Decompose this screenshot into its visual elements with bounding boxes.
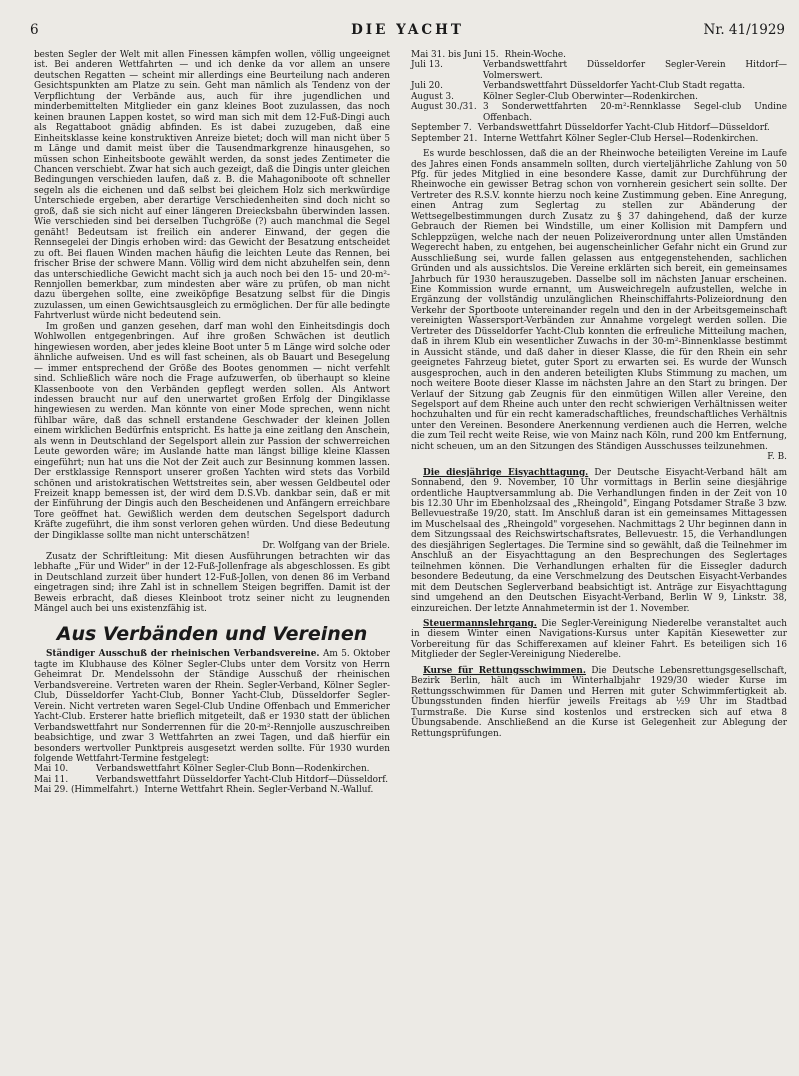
regatta-calendar: [34, 764, 390, 795]
editorial-note: Zusatz der Schriftleitung: Mit diesen Ausführungen betrachten wir das lebhafte „Für und Wider" in der 12-Fuß-Jollenfrage als abgeschlossen. Es gibt in Deutschland zurzeit über hundert 12-Fuß-Jollen, von denen 86 im Verband eingetragen sind; ihre Zahl ist in schnellem Steigen begriffen. Damit ist der Beweis erbracht, daß dieses Kleinboot trotz seiner nicht zu leugnenden Mängel auch bei uns existenzfähig ist.: [34, 551, 390, 615]
paragraph: Im großen und ganzen gesehen, darf man wohl den Einheitsdingis doch Wohlwollen entgegenbringen. Auf ihre großen Schwächen ist deutlich hingewiesen worden, aber jedes kleine Boot unter 5 m Länge wird solche oder ähnliche aufweisen. Und es will fast scheinen, als ob Bauart und Besegelung — immer entsprechend der Größe des Bootes genommen — nicht verfehlt sind. Schließlich wäre noch die Frage aufzuwerfen, ob überhaupt so kleine Klassenboote von den Verbänden gepflegt werden sollen. Als Antwort indessen braucht nur auf den unerwartet großen Erfolg der Dingiklasse hingewiesen zu werden. Man könnte von einer Mode sprechen, wenn nicht fühlbar wäre, daß das schnell erstandene Geschwader der kleinen Jollen einem wirklichen Bedürfnis entspricht. Es hatte ja eine zeitlang den Anschein, als wenn in Deutschland der Segelsport allein zur Passion der schwerreichen Leute geworden wäre; im Auslande hatte man längst billige kleine Klassen eingeführt; nun hat uns die Not der Zeit auch zur Besinnung kommen lassen. Der erstklassige Rennsport unserer großen Yachten wird stets das Vorbild schönen und aristokratischen Wettstreites sein, aber wessen Geldbeutel oder Freizeit knapp bemessen ist, der wird dem D.S.Vb. dankbar sein, daß er mit der Einführung der Dingis auch den Bescheidenen und Anfängern erreichbare Tore geöffnet hat. Gewißlich werden dem deutschen Segelsport dadurch Kräfte zugeführt, die ihm sonst verloren gehen würden. Und diese Bedeutung der Dingiklasse sollte man nicht unterschätzen!: [34, 321, 390, 541]
regatta-calendar-continued: [411, 50, 787, 144]
calendar-entry: [34, 785, 390, 795]
calendar-date: Mai 31. bis Juni 15.: [411, 50, 499, 60]
calendar-date: August 3.: [411, 91, 454, 102]
calendar-entry: [411, 134, 787, 144]
calendar-date: September 7.: [411, 123, 472, 134]
calendar-text: Verbandswettfahrt Düsseldorfer Yacht-Club Hitdorf—Düsseldorf.: [96, 774, 389, 785]
calendar-entry: [411, 50, 787, 60]
calendar-date: Mai 11.: [34, 774, 69, 785]
page-number: 6: [30, 22, 39, 38]
paragraph-text: Am 5. Oktober tagte im Klubhause des Kölner Segler-Clubs unter dem Vorsitz von Herrn Geheimrat Dr. Mendelssohn der Ständige Ausschuß der rheinischen Verbandsvereine. Vertreten waren der Rhein. Segler-Verband, Kölner Segler-Club, Düsseldorfer Yacht-Club, Bonner Yacht-Club, Düsseldorfer Segler-Verein. Nicht vertreten waren Segel-Club Undine Offenbach und Emmericher Yacht-Club. Ersterer hatte brieflich mitgeteilt, daß er 1930 statt der üblichen Verbandswettfahrt nur Sonderrennen für die 20-m²-Rennjolle auszuschreiben beabsichtige, und zwar 3 Wettfahrten an zwei Tagen, und daß hierfür ein besonders wertvoller Punktpreis ausgesetzt werden sollte. Für 1930 wurden folgende Wettfahrt-Termine festgelegt:: [34, 649, 390, 764]
paragraph: [411, 619, 787, 661]
calendar-entry: [411, 81, 787, 91]
subheading: Kurse für Rettungsschwimmen.: [423, 665, 586, 676]
calendar-text: Verbandswettfahrt Düsseldorfer Segler-Verein Hitdorf—Volmerswert.: [483, 60, 787, 81]
paragraph: [34, 649, 390, 764]
author-initials: F. B.: [767, 452, 787, 463]
paragraph-text: Die Segler-Vereinigung Niederelbe veranstaltet auch in diesem Winter einen Navigations-Kursus unter Kapitän Kiesewetter zur Vorbereitung für das Schifferexamen auf kleiner Fahrt. Es beteiligen sich 16 Mitglieder der Segler-Vereinigung Niederelbe.: [411, 619, 787, 661]
paragraph: [411, 468, 787, 614]
subheading: Ständiger Ausschuß der rheinischen Verbandsvereine.: [46, 649, 320, 660]
paragraph: Es wurde beschlossen, daß die an der Rheinwoche beteiligten Vereine im Laufe des Jahres einen Fonds ansammeln sollten, durch vierteljährliche Zahlung von 50 Pfg. für jedes Mitglied in eine besondere Kasse, damit zur Durchführung der Rheinwoche ein gewisser Betrag schon von vornherein gesichert sein sollte. Der Vertreter des R.S.V. konnte hierzu noch keine Zustimmung geben. Eine Anregung, einen Antrag zum Seglertag zu stellen zur Abänderung der Wettsegelbestimmungen durch Zusatz zu § 37 dahingehend, daß der kurze Gebrauch der Riemen bei Windstille, um einer Kollision mit Dampfern und Schleppzügen, welche nach der neuen Polizeiverordnung unter allen Umständen Wegerecht haben, zu entgehen, bei augenscheinlicher Gefahr nicht ein Grund zur Ausschließung sei, wurde fallen gelassen aus entgegenstehenden, sachlichen Gründen und als aussichtslos. Die Vereine erklärten sich bereit, ein gemeinsames Jahrbuch für 1930 herauszugeben. Dasselbe soll im nächsten Januar erscheinen. Eine Kommission wurde ernannt, um Ausweichregeln aufzustellen, welche in Ergänzung der vollständig unzulänglichen Rheinschiffahrts-Polizeiordnung den Verkehr der Sportboote untereinander regeln und den in der Arbeitsgemeinschaft vereinigten Wassersport-Verbänden zur Annahme vorgelegt werden sollen. Die Vertreter des Düsseldorfer Yacht-Club konnten die erfreuliche Mitteilung machen, daß in ihrem Klub ein wesentlicher Zuwachs in der 30-m²-Binnenklasse bestimmt in Aussicht stände, und daß daher in dieser Klasse, die für den Rhein ein sehr geeignetes Fahrzeug bietet, guter Sport zu erwarten sei. Es wurde der Wunsch ausgesprochen, auch in den anderen beteiligten Klubs Stimmung zu machen, um noch weitere Boote dieser Klasse im nächsten Jahre an den Start zu bringen. Der Verlauf der Sitzung gab Zeugnis für den einmütigen Willen aller Vereine, den Segelsport auf dem Rheine auch unter den recht schwierigen Verhältnissen weiter hochzuhalten und für ein recht kameradschaftliches, freundschaftliches Verhältnis unter den Vereinen. Besondere Anerkennung verdienen auch die Herren, welche die zum Teil recht weite Reise, wie von Mainz nach Köln, rund 200 km Entfernung, nicht scheuen, um an den Sitzungen des Ständigen Ausschusses teilzunehmen.: [411, 149, 787, 452]
calendar-entry: [411, 92, 787, 102]
paragraph: besten Segler der Welt mit allen Finessen kämpfen wollen, völlig ungeeignet ist. Bei anderen Wettfahrten — und ich denke da vor allem an unsere deutschen Regatten — scheint mir allerdings eine Beurteilung nach anderen Gesichtspunkten am Platze zu sein. Geht man nämlich als Tendenz von der Verpflichtung der Verbände aus, auch für ihre jugendlichen und minderbemittelten Mitglieder ein ganz kleines Boot zuzulassen, das noch keinen braunen Lappen kostet, so wird man sich mit dem 12-Fuß-Dingi auch als Regattaboot gnädig abfinden. Es ist dabei zuzugeben, daß eine Einheitsklasse keine konstruktiven Anreize bietet; doch will man nicht über 5 m Länge und damit meist über die Tausendmarkgrenze hinausgehen, so müssen schon Einheitsboote gewählt werden, da sonst jedes Zentimeter die Chancen verschiebt. Zwar hat sich auch gezeigt, daß die Dingis unter gleichen Bedingungen verschieden laufen, daß z. B. die Mahagoniboote oft schneller segeln als die eichenen und daß selbst bei gleichem Holz sich merkwürdige Unterschiede ergeben, aber derartige Verschiedenheiten sind doch nicht so groß, daß sie sich nicht auf einer längeren Dreiecksbahn überwinden lassen. Wie verschieden sind bei derselben Tuchgröße (?) auch manchmal die Segel genäht! Bedeutsam ist freilich ein anderer Einwand, der gegen die Rennsegelei der Dingis erhoben wird: das Gewicht der Besatzung entscheidet zu oft. Bei flauen Winden machen häufig die leichten Leute das Rennen, bei frischer Brise der schwere Mann. Völlig wird dem nicht abzuhelfen sein, denn das unterschiedliche Gewicht macht sich ja auch noch bei den 15- und 20-m²-Rennjollen bemerkbar, zum mindesten aber wäre zu prüfen, ob man nicht dazu übergehen sollte, eine zweiköpfige Besatzung selbst für die Dingis zuzulassen, um einen Gewichtsausgleich zu ermöglichen. Der für alle bedingte Fahrtverlust würde nicht bedeutend sein.: [34, 50, 390, 322]
calendar-text: Interne Wettfahrt Kölner Segler-Club Hersel—Rodenkirchen.: [483, 133, 759, 144]
calendar-date: Juli 20.: [411, 81, 443, 92]
calendar-text: Rhein-Woche.: [504, 50, 566, 60]
paragraph-text: Der Deutsche Eisyacht-Verband hält am Sonnabend, den 9. November, 10 Uhr vormittags in Berlin seine diesjährige ordentliche Hauptversammlung ab. Die Verhandlungen finden in der Zeit von 10 bis 12.30 Uhr im Ebenholzsaal des „Rheingold", Eingang Potsdamer Straße 3 bzw. Bellevuestraße 19/20, statt. Im Anschluß daran ist ein gemeinsames Mittagessen im Muschelsaal des „Rheingold" vorgesehen. Nachmittags 2 Uhr beginnen dann in dem Sitzungssaal des Reichswirtschaftsrates, Bellevuestr. 15, die Verhandlungen des diesjährigen Seglertages. Die Termine sind so gewählt, daß die Teilnehmer im Anschluß an der Eisyachttagung an den Besprechungen des Seglertages teilnehmen können. Die Verhandlungen erhalten für die Eissegler dadurch besondere Bedeutung, da eine Verschmelzung des Deutschen Eisyacht-Verbandes mit dem Deutschen Seglerverband beabsichtigt ist. Anträge zur Eisyachttagung sind umgehend an den Deutschen Eisyacht-Verband, Berlin W 9, Linkstr. 38, einzureichen. Der letzte Annahmetermin ist der 1. November.: [411, 467, 787, 614]
subheading: Steuermannslehrgang.: [423, 619, 537, 630]
calendar-entry: [411, 60, 787, 81]
left-column: [34, 50, 390, 796]
author-signature: Dr. Wolfgang van der Briele.: [262, 541, 390, 552]
calendar-text: 3 Sonderwettfahrten 20-m²-Rennklasse Segel-club Undine Offenbach.: [483, 102, 787, 123]
calendar-date: Mai 10.: [34, 764, 69, 775]
calendar-date: August 30./31.: [411, 102, 477, 113]
calendar-text: Verbandswettfahrt Kölner Segler-Club Bonn—Rodenkirchen.: [96, 764, 370, 775]
calendar-text: Interne Wettfahrt Rhein. Segler-Verband N.-Walluf.: [144, 785, 374, 796]
paragraph-text: Die Deutsche Lebensrettungsgesellschaft, Bezirk Berlin, hält auch im Winterhalbjahr 1929/30 wieder Kurse im Rettungsschwimmen für Damen und Herren mit guter Schwimmfertigkeit ab. Übungsstunden finden hierfür jeweils Freitags ab ½9 Uhr im Stadtbad Turmstraße. Die Kurse sind kostenlos und erstrecken sich auf etwa 8 Übungsabende. Anschließend an die Kurse ist Gelegenheit zur Ablegung der Rettungsprüfungen.: [411, 665, 787, 739]
calendar-text: Verbandswettfahrt Düsseldorfer Yacht-Club Hitdorf—Düsseldorf.: [477, 123, 770, 134]
calendar-date: September 21.: [411, 133, 478, 144]
subheading: Die diesjährige Eisyachttagung.: [423, 467, 589, 478]
calendar-entry: [411, 123, 787, 133]
calendar-date: Mai 29. (Himmelfahrt.): [34, 785, 139, 796]
calendar-entry: [34, 775, 390, 785]
calendar-text: Verbandswettfahrt Düsseldorfer Yacht-Club Stadt regatta.: [483, 81, 746, 92]
right-column: [411, 50, 787, 739]
calendar-text: Kölner Segler-Club Oberwinter—Rodenkirchen.: [483, 91, 698, 102]
calendar-entry: [34, 764, 390, 774]
issue-number: Nr. 41/1929: [703, 22, 785, 38]
calendar-entry: [411, 102, 787, 123]
page-header: [30, 22, 785, 44]
calendar-date: Juli 13.: [411, 60, 443, 71]
section-heading: Aus Verbänden und Vereinen: [56, 623, 368, 646]
paragraph: [411, 666, 787, 739]
magazine-title: DIE YACHT: [351, 22, 464, 38]
